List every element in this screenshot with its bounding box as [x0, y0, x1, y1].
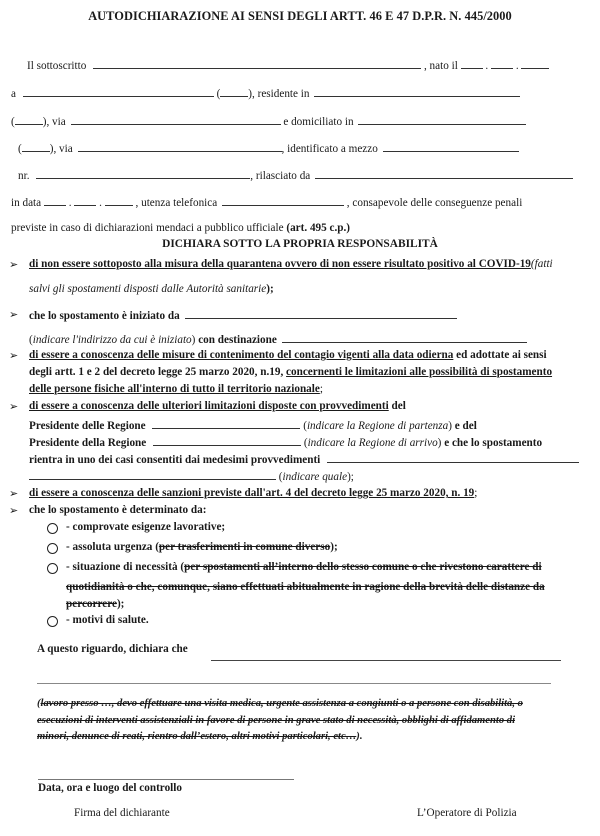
birthplace-field[interactable] — [23, 86, 214, 97]
item-end: ; — [474, 487, 478, 499]
bullet-arrow-icon: ➢ — [9, 309, 19, 321]
ulteriori-text: di essere a conoscenza delle ulteriori limitazioni disposte con provvedimenti — [29, 400, 389, 412]
decl-item-regione-arrivo: Presidente della Regione (indicare la Regione di arrivo) e che lo spostamento — [29, 437, 543, 449]
via-label: ), via — [42, 116, 66, 128]
rilasciato-label: , rilasciato da — [250, 170, 311, 182]
utenza-label: , utenza telefonica — [135, 197, 218, 209]
bullet-arrow-icon: ➢ — [9, 488, 19, 500]
riguardo-label: A questo riguardo, dichiara che — [37, 643, 188, 655]
presidente-arrivo-label: Presidente della Regione — [29, 437, 147, 449]
document-title: AUTODICHIARAZIONE AI SENSI DEGLI ARTT. 46 E 47 D.P.R. N. 445/2000 — [88, 9, 512, 23]
residence-street-field[interactable] — [71, 114, 281, 125]
reason-lavoro-label: - comprovate esigenze lavorative; — [66, 521, 226, 533]
necessita-struck: per spostamenti all’interno dello stesso comune o che rivestono carattere di — [184, 561, 542, 573]
domicile-province-field[interactable] — [22, 141, 50, 152]
decl-item-sanzioni — [29, 487, 477, 499]
a-label: a — [11, 88, 16, 100]
sanzioni-text: di essere a conoscenza delle sanzioni previste dall'art. 4 del decreto legge 25 marzo 2020, n. 19 — [29, 487, 475, 499]
reason-salute-label: - motivi di salute. — [66, 614, 149, 626]
id-document-field[interactable] — [383, 141, 519, 152]
region-departure-field[interactable] — [152, 418, 300, 429]
radio-salute[interactable] — [47, 616, 58, 627]
decl-item-origine — [29, 308, 457, 322]
sottoscritto-label: Il sottoscritto — [27, 60, 87, 72]
examples-struck-1: lavoro presso …, devo effettuare una visita medica, urgente assistenza a congiunti o a persone con disabilità, o — [40, 698, 523, 709]
region-arrival-field[interactable] — [153, 435, 301, 446]
necessita-text: - situazione di necessità ( — [66, 561, 185, 573]
date-separator: . — [68, 197, 72, 209]
birth-province-field[interactable] — [220, 86, 248, 97]
reason-necessita-cont: quotidianità o che, comunque, siano effettuati abitualmente in ragione della brevità delle distanze da — [66, 581, 545, 593]
decl-item-motivo: che lo spostamento è determinato da: — [29, 504, 207, 516]
decl-item-regioni — [29, 400, 406, 412]
via-label: ), via — [49, 143, 73, 155]
row-sottoscritto — [27, 58, 549, 72]
decl-item-regione-partenza: Presidente delle Regione (indicare la Regione di partenza) e del — [29, 420, 477, 432]
birth-year-field[interactable] — [521, 58, 549, 69]
paren-open: ( — [37, 698, 41, 709]
operatore-polizia-label: L’Operatore di Polizia — [417, 807, 517, 819]
residente-label: ), residente in — [248, 88, 310, 100]
domicile-street-field[interactable] — [78, 141, 282, 152]
reason-urgenza-label — [66, 541, 338, 553]
issue-month-field[interactable] — [74, 195, 96, 206]
limitazioni-text: concernenti le limitazioni alle possibilità di spostamento — [286, 366, 553, 378]
decl-item-misure — [29, 349, 547, 361]
previste-text: previste in caso di dichiarazioni mendaci a pubblico ufficiale — [11, 222, 284, 234]
provision-case-field-cont[interactable] — [29, 469, 276, 480]
riguardo-field[interactable] — [211, 660, 561, 661]
decl-item-misure-l3 — [29, 383, 323, 395]
document-number-field[interactable] — [36, 168, 250, 179]
row-luogo-nascita — [11, 86, 520, 100]
examples-line2: esecuzioni di interventi assistenziali in favore di persone in grave stato di necessità, obblighi di affidamento di — [37, 715, 516, 726]
sottoscritto-field[interactable] — [93, 58, 421, 69]
item-end: ; — [350, 471, 354, 483]
paren-open: ( — [18, 143, 22, 155]
paren-close: ). — [356, 731, 363, 742]
date-separator: . — [99, 197, 102, 209]
riguardo-field-cont[interactable] — [37, 683, 551, 684]
issue-day-field[interactable] — [44, 195, 66, 206]
row-data-telefono — [11, 195, 522, 209]
decl-item-misure-l2 — [29, 366, 552, 378]
reason-necessita-end — [66, 598, 124, 610]
fatti-text: (fatti — [530, 258, 553, 270]
urgenza-struck: per trasferimenti in comune diverso — [158, 541, 331, 553]
domiciliato-label: e domiciliato in — [283, 116, 354, 128]
destination-field[interactable] — [282, 332, 527, 343]
decl-item-rientra — [29, 452, 579, 466]
bullet-arrow-icon: ➢ — [9, 350, 19, 362]
row-previste — [11, 222, 350, 234]
territorio-text: delle persone fisiche all'interno di tutto il territorio nazionale — [29, 383, 320, 395]
e-del-text: e del — [451, 420, 477, 432]
paren-open: ( — [216, 88, 221, 100]
issued-by-field[interactable] — [315, 168, 573, 179]
nr-label: nr. — [18, 170, 30, 182]
row-documento — [18, 168, 573, 182]
misure-text-cont: ed adottate ai sensi — [453, 349, 547, 361]
del-text: del — [388, 400, 406, 412]
examples-line3 — [37, 731, 362, 742]
item-end: ; — [319, 383, 323, 395]
partenza-hint: indicare la Regione di partenza — [306, 420, 449, 432]
row-identificazione — [18, 141, 519, 155]
control-place-field[interactable] — [38, 779, 294, 780]
reason-necessita-label — [66, 561, 542, 573]
urgenza-text: - assoluta urgenza ( — [66, 541, 159, 553]
decl-item-destinazione: (indicare l'indirizzo da cui è iniziato) con destinazione — [29, 332, 527, 346]
radio-necessita[interactable] — [47, 563, 58, 574]
birth-month-field[interactable] — [491, 58, 513, 69]
origin-hint: indicare l'indirizzo da cui è iniziato — [32, 334, 192, 346]
firma-dichiarante-label: Firma del dichiarante — [74, 807, 170, 819]
in-data-label: in data — [11, 197, 42, 209]
che-spostamento-text: e che lo spostamento — [441, 437, 543, 449]
identificato-label: , identificato a mezzo — [281, 143, 378, 155]
row-residenza — [11, 114, 526, 128]
art-495-ref: (art. 495 c.p.) — [286, 222, 351, 234]
decl-item-quale: (indicare quale); — [29, 469, 354, 483]
misure-text: di essere a conoscenza delle misure di contenimento del contagio vigenti alla data odierna — [29, 349, 454, 361]
consapevole-label: , consapevole delle conseguenze penali — [346, 197, 523, 209]
radio-lavoro[interactable] — [47, 523, 58, 534]
item-end: ); — [330, 541, 338, 553]
presidente-partenza-label: Presidente delle Regione — [29, 420, 146, 432]
destinazione-label: con destinazione — [198, 334, 277, 346]
origine-text: che lo spostamento è iniziato da — [29, 310, 180, 322]
residence-province-field[interactable] — [15, 114, 43, 125]
residence-field[interactable] — [314, 86, 520, 97]
date-separator: . — [515, 60, 519, 72]
phone-field[interactable] — [222, 195, 344, 206]
date-separator: . — [485, 60, 489, 72]
data-ora-luogo-label: Data, ora e luogo del controllo — [38, 782, 182, 794]
item-end: ); — [116, 598, 125, 610]
salvi-text: salvi gli spostamenti disposti dalle Autorità sanitarie — [29, 283, 267, 295]
quarantena-text: di non essere sottoposto alla misura della quarantena ovvero di non essere risultato positivo al COVID-19 — [29, 258, 531, 270]
decreto-text: degli artt. 1 e 2 del decreto legge 25 marzo 2020, n.19, — [29, 366, 287, 378]
rientra-text: rientra in uno dei casi consentiti dai medesimi provvedimenti — [29, 454, 321, 466]
domicile-field[interactable] — [358, 114, 526, 125]
quale-hint: indicare quale — [282, 471, 348, 483]
bullet-arrow-icon: ➢ — [9, 505, 19, 517]
birth-day-field[interactable] — [461, 58, 483, 69]
examples-line1 — [37, 698, 523, 709]
radio-urgenza[interactable] — [47, 543, 58, 554]
decl-item-quarantena — [29, 258, 553, 270]
item-end: ); — [266, 283, 274, 295]
bullet-arrow-icon: ➢ — [9, 259, 19, 271]
decl-item-quarantena-cont — [29, 283, 274, 295]
necessita-struck-end: percorrere — [66, 598, 117, 610]
nato-il-label: , nato il — [423, 60, 458, 72]
examples-struck-3: minori, denunce di reati, rientro dall’estero, altri motivi particolari, etc… — [37, 731, 357, 742]
paren-open: ( — [11, 116, 15, 128]
bullet-arrow-icon: ➢ — [9, 401, 19, 413]
provision-case-field[interactable] — [327, 452, 579, 463]
declaration-heading: DICHIARA SOTTO LA PROPRIA RESPONSABILITÀ — [162, 238, 438, 250]
origin-address-field[interactable] — [185, 308, 457, 319]
arrivo-hint: indicare la Regione di arrivo — [307, 437, 438, 449]
issue-year-field[interactable] — [105, 195, 133, 206]
